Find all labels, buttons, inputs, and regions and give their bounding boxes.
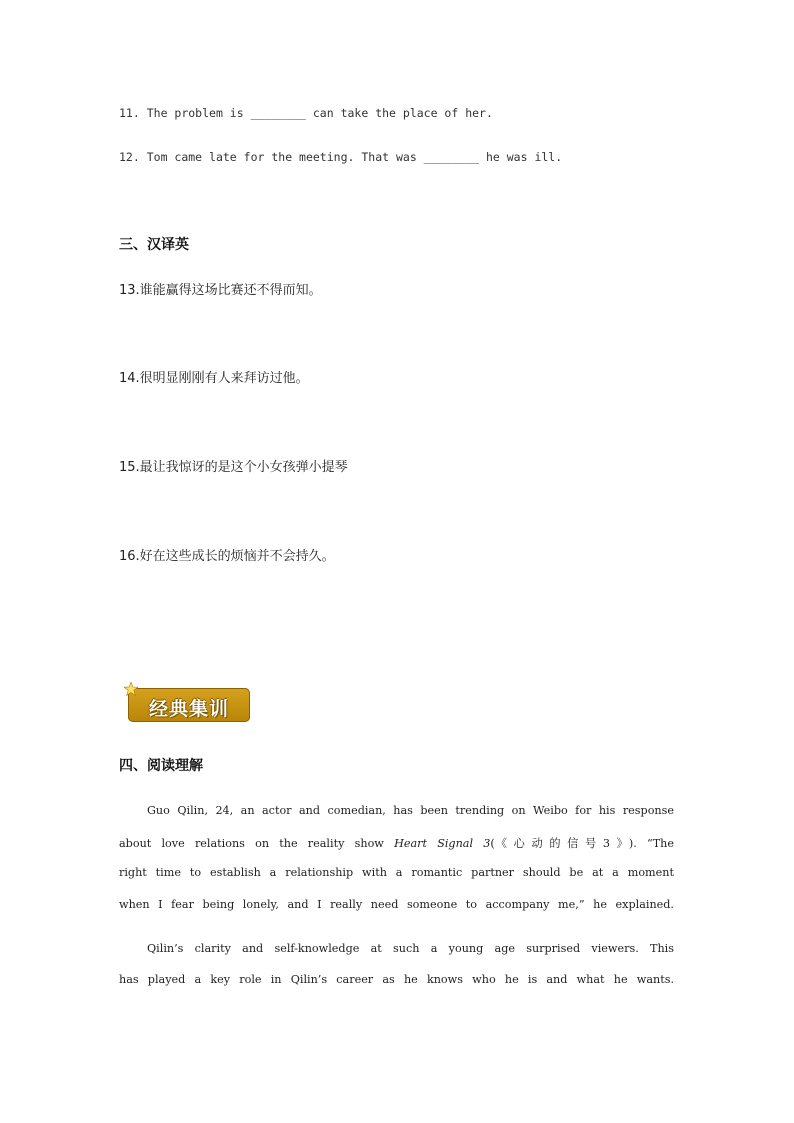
p1-line-2 — [119, 835, 674, 851]
question-12 — [119, 149, 562, 165]
p1-line-4-text: when I fear being lonely, and I really need someone to accompany me,” he explained. — [119, 898, 674, 911]
p1-line-2-text — [119, 835, 674, 851]
question-text: The problem is ________ can take the place of her. — [146, 106, 493, 120]
p2-line-2-text: has played a key role in Qilin’s career as he knows who he is and what he wants. — [119, 973, 674, 986]
p2-line-1 — [147, 942, 674, 955]
p2-line-2 — [119, 973, 674, 986]
p2-line-1-text: Qilin’s clarity and self-knowledge at such a young age surprised viewers. This — [147, 942, 674, 955]
classic-training-badge — [126, 686, 252, 724]
translation-item-16: 16.好在这些成长的烦恼并不会持久。 — [119, 549, 335, 564]
p1-line-4 — [119, 898, 674, 911]
section-4-heading: 四、阅读理解 — [119, 758, 203, 774]
p1-line-1-text: Guo Qilin, 24, an actor and comedian, has been trending on Weibo for his response — [147, 804, 674, 817]
p1-line-3-text: right time to establish a relationship with a romantic partner should be at a moment — [119, 866, 674, 879]
p1-line-3 — [119, 866, 674, 879]
translation-item-15: 15.最让我惊讶的是这个小女孩弹小提琴 — [119, 460, 348, 475]
show-title: Heart Signal 3 — [394, 837, 491, 850]
p1-line-1 — [147, 804, 674, 817]
p1-line-2-post: (《心动的信号3》). “The — [490, 837, 674, 850]
section-3-heading: 三、汉译英 — [119, 237, 189, 253]
question-11 — [119, 105, 493, 121]
p1-line-2-pre: about love relations on the reality show — [119, 837, 395, 850]
star-icon — [124, 682, 138, 696]
badge-box — [128, 688, 250, 722]
question-number: 11. — [119, 106, 140, 120]
translation-item-14: 14.很明显刚刚有人来拜访过他。 — [119, 371, 309, 386]
question-text: Tom came late for the meeting. That was ________ he was ill. — [146, 150, 563, 164]
translation-item-13: 13.谁能赢得这场比赛还不得而知。 — [119, 283, 322, 298]
badge-label: 经典集训 — [148, 698, 229, 720]
question-number: 12. — [119, 150, 140, 164]
